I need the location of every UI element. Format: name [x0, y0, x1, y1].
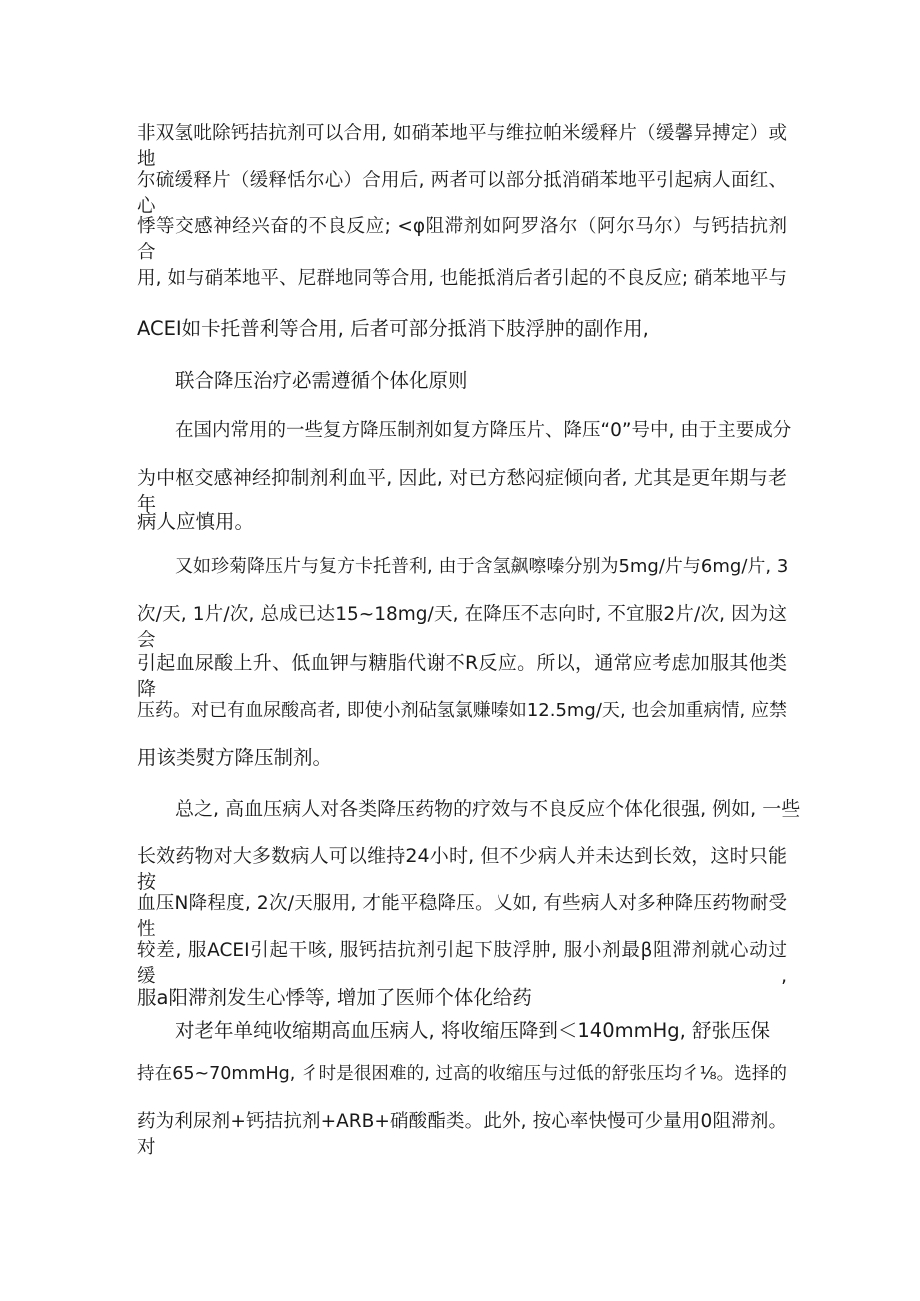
- body-line: 用该类熨方降压制剂。: [137, 746, 333, 769]
- body-line: 长效药物对大多数病人可以维持24小时, 但不少病人并未达到长效，这时只能按: [137, 845, 787, 893]
- body-line: 尔硫缓释片（缓释恬尔心）合用后, 两者可以部分抵消硝苯地平引起病人面红、心: [137, 170, 787, 217]
- body-line: 持在65~70mmHg, 彳时是很困难的, 过高的收缩压与过低的舒张压均彳⅛。选择的: [137, 1064, 787, 1084]
- body-line: 较差, 服ACEI引起干咳, 服钙拮抗剂引起下肢浮肿, 服小剂最β阻滞剂就心动过缓,: [137, 940, 787, 987]
- body-line: 次/天, 1片/次, 总成已达15~18mg∕天, 在降压不志向时, 不宜服2片/次, 因为这会: [137, 604, 787, 651]
- body-line: 用, 如与硝苯地平、尼群地同等合用, 也能抵消后者引起的不良反应; 硝苯地平与: [137, 268, 787, 289]
- body-line: 病人应慎用。: [137, 510, 255, 533]
- body-line: 悸等交感神经兴奋的不良反应; <φ阻滞剂如阿罗洛尔（阿尔马尔）与钙拮抗剂合: [137, 216, 787, 263]
- body-line: 服a阳滞剂发生心悸等, 增加了医师个体化给药: [137, 986, 532, 1009]
- body-line: 非双氢吡除钙拮抗剂可以合用, 如硝苯地平与维拉帕米缓释片（缓馨异搏定）或地: [137, 123, 787, 170]
- body-line: 对老年单纯收缩期高血压病人, 将收缩压降到＜140mmHg, 舒张压保: [175, 1019, 771, 1042]
- body-line: 压药。对已有血尿酸高者, 即使小剂砧氢氯赚嗪如12.5mg∕天, 也会加重病情, 应禁: [137, 700, 787, 721]
- body-line: ACEI如卡托普利等合用, 后者可部分抵消下肢浮肿的副作用,: [137, 317, 649, 340]
- body-line: 血压N降程度, 2次/天服用, 才能平稳降压。乂如, 有些病人对多种降压药物耐受性: [137, 893, 787, 940]
- body-line: 又如珍菊降压片与复方卡托普利, 由于含氢飙嚓嗪分别为5mg∕片与6mg∕片, 3: [175, 556, 789, 577]
- section-heading: 联合降压治疗必需遵循个体化原则: [175, 369, 468, 392]
- body-line: 在国内常用的一些复方降压制剂如复方降压片、降压“0”号中, 由于主要成分: [175, 420, 792, 441]
- body-line: 为中枢交感神经抑制剂利血平, 因此, 对已方愁闷症倾向者, 尤其是更年期与老年: [137, 467, 787, 515]
- body-line: 引起血尿酸上升、低血钾与糖脂代谢不R反应。所以，通常应考虑加服其他类降: [137, 652, 787, 700]
- body-line: 总之, 高血压病人对各类降压药物的疗效与不良反应个体化很强, 例如, 一些: [175, 798, 801, 820]
- body-line: 药为利尿剂+钙拮抗剂+ARB+硝酸酯类。此外, 按心率快慢可少量用0阻滞剂。对: [137, 1111, 787, 1158]
